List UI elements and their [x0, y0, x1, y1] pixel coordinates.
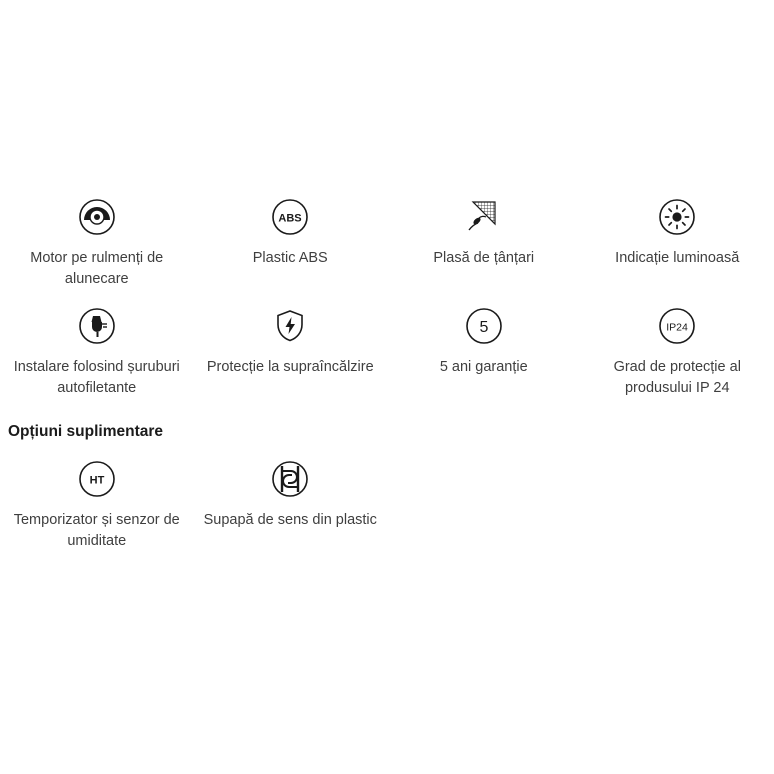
feature-item — [387, 196, 581, 305]
options-feature-grid — [0, 458, 774, 567]
feature-label: Plasă de țânțari — [433, 250, 535, 266]
ip24-rating-icon — [656, 305, 698, 347]
check-valve-icon — [269, 458, 311, 500]
feature-item — [194, 305, 388, 414]
feature-item — [0, 305, 194, 414]
feature-item — [194, 196, 388, 305]
svg-text:5: 5 — [479, 319, 489, 337]
feature-item — [581, 196, 774, 305]
feature-item — [0, 458, 194, 567]
overheat-protection-icon — [269, 305, 311, 347]
feature-label: Temporizator și senzor de umiditate — [13, 512, 180, 550]
feature-label: 5 ani garanție — [439, 359, 528, 376]
feature-item — [0, 196, 194, 305]
feature-item — [387, 305, 581, 414]
feature-item — [194, 458, 388, 567]
feature-label: Indicație luminoasă — [615, 250, 740, 266]
feature-label: Motor pe rulmenți de alunecare — [30, 250, 164, 287]
primary-feature-grid — [0, 196, 774, 414]
feature-label: Protecție la supraîncălzire — [206, 359, 374, 376]
humidity-timer-icon — [76, 458, 118, 500]
feature-label: Supapă de sens din plastic — [203, 512, 377, 529]
svg-text:HT: HT — [89, 474, 105, 487]
screwdriver-install-icon — [76, 305, 118, 347]
mosquito-net-icon — [463, 196, 505, 238]
features-block — [0, 196, 774, 568]
feature-item — [581, 305, 774, 414]
svg-text:IP24: IP24 — [666, 321, 689, 334]
abs-plastic-icon — [269, 196, 311, 238]
svg-text:ABS: ABS — [278, 212, 302, 225]
light-indicator-icon — [656, 196, 698, 238]
bearing-motor-icon — [76, 196, 118, 238]
warranty-5-years-icon — [463, 305, 505, 347]
options-section-title: Opțiuni suplimentare — [8, 423, 164, 441]
feature-label: Plastic ABS — [252, 250, 328, 266]
feature-label: Instalare folosind șuruburi autofiletante — [13, 359, 180, 396]
feature-label: Grad de protecție al produsului IP 24 — [613, 359, 741, 396]
